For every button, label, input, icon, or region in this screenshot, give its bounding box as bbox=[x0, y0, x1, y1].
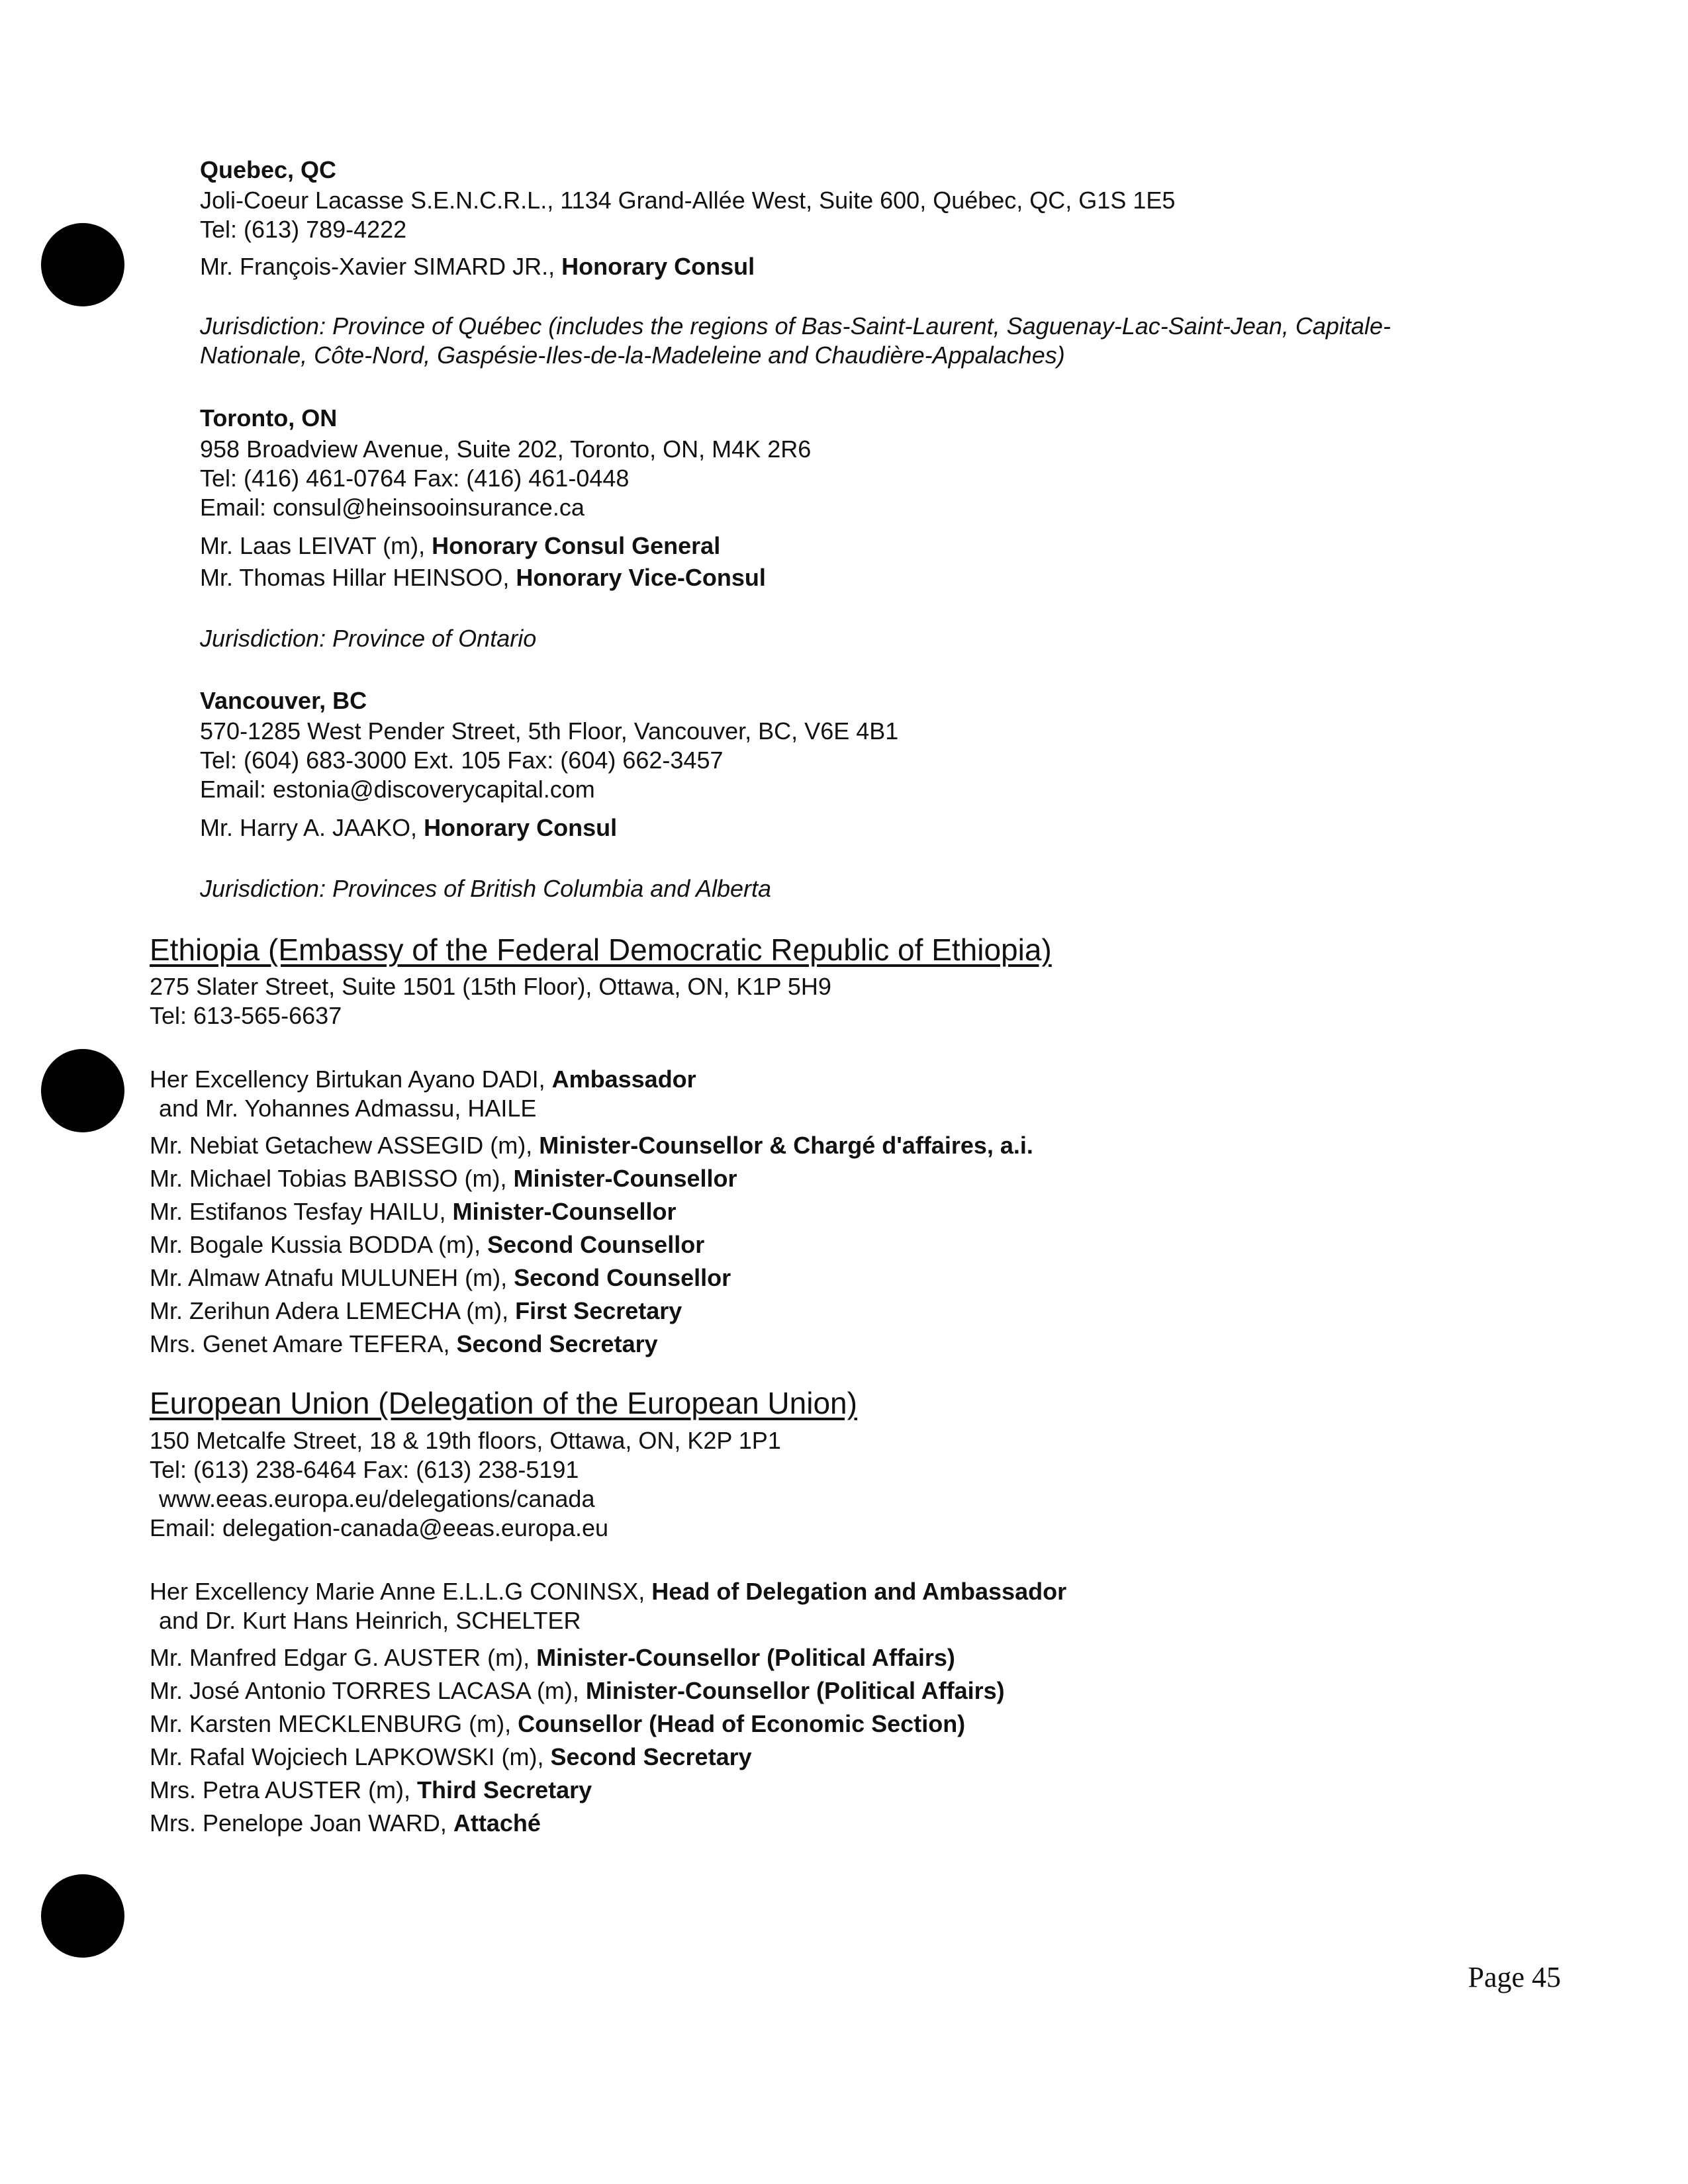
staff-title: Second Secretary bbox=[456, 1330, 658, 1357]
punch-hole bbox=[41, 1049, 124, 1132]
head-of-mission bbox=[150, 1577, 1066, 1606]
staff-title: Minister-Counsellor & Chargé d'affaires, a.i. bbox=[539, 1132, 1033, 1159]
section-heading-ethiopia: Ethiopia (Embassy of the Federal Democratic Republic of Ethiopia) bbox=[150, 933, 1052, 967]
staff-entry bbox=[150, 1809, 541, 1838]
telephone: Tel: (613) 238-6464 Fax: (613) 238-5191 bbox=[150, 1456, 579, 1483]
telephone: Tel: (613) 789-4222 bbox=[200, 216, 407, 243]
email: Email: estonia@discoverycapital.com bbox=[200, 776, 595, 803]
staff-name: Mr. Almaw Atnafu MULUNEH (m), bbox=[150, 1264, 514, 1291]
staff-entry bbox=[150, 1263, 731, 1293]
staff-title: Attaché bbox=[453, 1809, 541, 1837]
staff-entry bbox=[150, 1197, 677, 1226]
staff-name: Her Excellency Birtukan Ayano DADI, bbox=[150, 1066, 552, 1093]
staff-entry bbox=[150, 1297, 682, 1326]
staff-title: Minister-Counsellor bbox=[452, 1198, 677, 1225]
staff-name: Mr. François-Xavier SIMARD JR., bbox=[200, 253, 562, 280]
jurisdiction: Jurisdiction: Province of Québec (includes the regions of Bas-Saint-Laurent, Saguenay-Lac-Saint-Jean, Capitale- bbox=[200, 312, 1391, 340]
staff-title: Counsellor (Head of Economic Section) bbox=[518, 1710, 966, 1737]
email: Email: consul@heinsooinsurance.ca bbox=[200, 494, 585, 521]
jurisdiction: Jurisdiction: Province of Ontario bbox=[200, 625, 537, 652]
spouse: and Mr. Yohannes Admassu, HAILE bbox=[159, 1095, 537, 1122]
address: 570-1285 West Pender Street, 5th Floor, Vancouver, BC, V6E 4B1 bbox=[200, 717, 899, 745]
punch-hole bbox=[41, 1874, 124, 1958]
staff-name: Mr. Estifanos Tesfay HAILU, bbox=[150, 1198, 453, 1225]
staff-name: Mrs. Petra AUSTER (m), bbox=[150, 1776, 418, 1803]
staff-name: Mr. Harry A. JAAKO, bbox=[200, 814, 424, 841]
staff-entry bbox=[200, 563, 766, 592]
section-heading-european-union: European Union (Delegation of the European Union) bbox=[150, 1386, 857, 1420]
staff-entry bbox=[150, 1330, 658, 1359]
staff-name: Mr. Thomas Hillar HEINSOO, bbox=[200, 564, 516, 591]
staff-entry bbox=[150, 1643, 955, 1672]
spouse: and Dr. Kurt Hans Heinrich, SCHELTER bbox=[159, 1607, 581, 1634]
staff-title: Second Counsellor bbox=[487, 1231, 705, 1258]
staff-title: Honorary Vice-Consul bbox=[516, 564, 766, 591]
staff-name: Mr. Laas LEIVAT (m), bbox=[200, 532, 432, 559]
address: 958 Broadview Avenue, Suite 202, Toronto, ON, M4K 2R6 bbox=[200, 435, 812, 463]
staff-name: Mr. Manfred Edgar G. AUSTER (m), bbox=[150, 1644, 537, 1671]
website-link[interactable]: www.eeas.europa.eu/delegations/canada bbox=[159, 1485, 595, 1512]
staff-name: Her Excellency Marie Anne E.L.L.G CONINSX, bbox=[150, 1578, 652, 1605]
staff-name: Mr. José Antonio TORRES LACASA (m), bbox=[150, 1677, 586, 1704]
staff-title: Minister-Counsellor bbox=[513, 1165, 737, 1192]
staff-title: Third Secretary bbox=[417, 1776, 592, 1803]
telephone: Tel: (604) 683-3000 Ext. 105 Fax: (604) 662-3457 bbox=[200, 747, 724, 774]
staff-name: Mr. Michael Tobias BABISSO (m), bbox=[150, 1165, 514, 1192]
email: Email: delegation-canada@eeas.europa.eu bbox=[150, 1514, 609, 1541]
address: Joli-Coeur Lacasse S.E.N.C.R.L., 1134 Grand-Allée West, Suite 600, Québec, QC, G1S 1E5 bbox=[200, 187, 1176, 214]
city-heading-quebec: Quebec, QC bbox=[200, 156, 337, 183]
page-number: Page 45 bbox=[1468, 1961, 1561, 1993]
staff-name: Mrs. Genet Amare TEFERA, bbox=[150, 1330, 457, 1357]
address: 150 Metcalfe Street, 18 & 19th floors, Ottawa, ON, K2P 1P1 bbox=[150, 1427, 781, 1454]
staff-entry bbox=[150, 1709, 965, 1739]
telephone: Tel: (416) 461-0764 Fax: (416) 461-0448 bbox=[200, 465, 630, 492]
staff-title: Honorary Consul bbox=[424, 814, 618, 841]
staff-title: Minister-Counsellor (Political Affairs) bbox=[585, 1677, 1005, 1704]
staff-name: Mr. Rafal Wojciech LAPKOWSKI (m), bbox=[150, 1743, 551, 1770]
staff-name: Mr. Bogale Kussia BODDA (m), bbox=[150, 1231, 488, 1258]
jurisdiction-continued: Nationale, Côte-Nord, Gaspésie-Iles-de-la-Madeleine and Chaudière-Appalaches) bbox=[200, 341, 1065, 369]
staff-title: Ambassador bbox=[551, 1066, 696, 1093]
staff-entry bbox=[150, 1676, 1005, 1706]
staff-entry bbox=[200, 531, 720, 561]
staff-title: Honorary Consul bbox=[561, 253, 755, 280]
staff-name: Mr. Zerihun Adera LEMECHA (m), bbox=[150, 1297, 516, 1324]
staff-name: Mr. Nebiat Getachew ASSEGID (m), bbox=[150, 1132, 539, 1159]
staff-entry bbox=[200, 813, 617, 842]
staff-entry bbox=[200, 252, 755, 281]
staff-entry bbox=[150, 1164, 737, 1193]
head-of-mission bbox=[150, 1065, 696, 1094]
punch-hole bbox=[41, 223, 124, 306]
staff-entry bbox=[150, 1230, 704, 1259]
staff-name: Mr. Karsten MECKLENBURG (m), bbox=[150, 1710, 518, 1737]
staff-title: Second Counsellor bbox=[514, 1264, 731, 1291]
staff-entry bbox=[150, 1776, 592, 1805]
staff-title: Minister-Counsellor (Political Affairs) bbox=[536, 1644, 955, 1671]
staff-title: Second Secretary bbox=[550, 1743, 752, 1770]
staff-title: First Secretary bbox=[515, 1297, 682, 1324]
staff-entry bbox=[150, 1743, 752, 1772]
city-heading-toronto: Toronto, ON bbox=[200, 404, 338, 432]
staff-title: Head of Delegation and Ambassador bbox=[651, 1578, 1067, 1605]
city-heading-vancouver: Vancouver, BC bbox=[200, 687, 367, 714]
staff-name: Mrs. Penelope Joan WARD, bbox=[150, 1809, 453, 1837]
staff-entry bbox=[150, 1131, 1033, 1160]
address: 275 Slater Street, Suite 1501 (15th Floor), Ottawa, ON, K1P 5H9 bbox=[150, 973, 831, 1000]
staff-title: Honorary Consul General bbox=[432, 532, 721, 559]
jurisdiction: Jurisdiction: Provinces of British Columbia and Alberta bbox=[200, 875, 772, 902]
telephone: Tel: 613-565-6637 bbox=[150, 1002, 342, 1029]
